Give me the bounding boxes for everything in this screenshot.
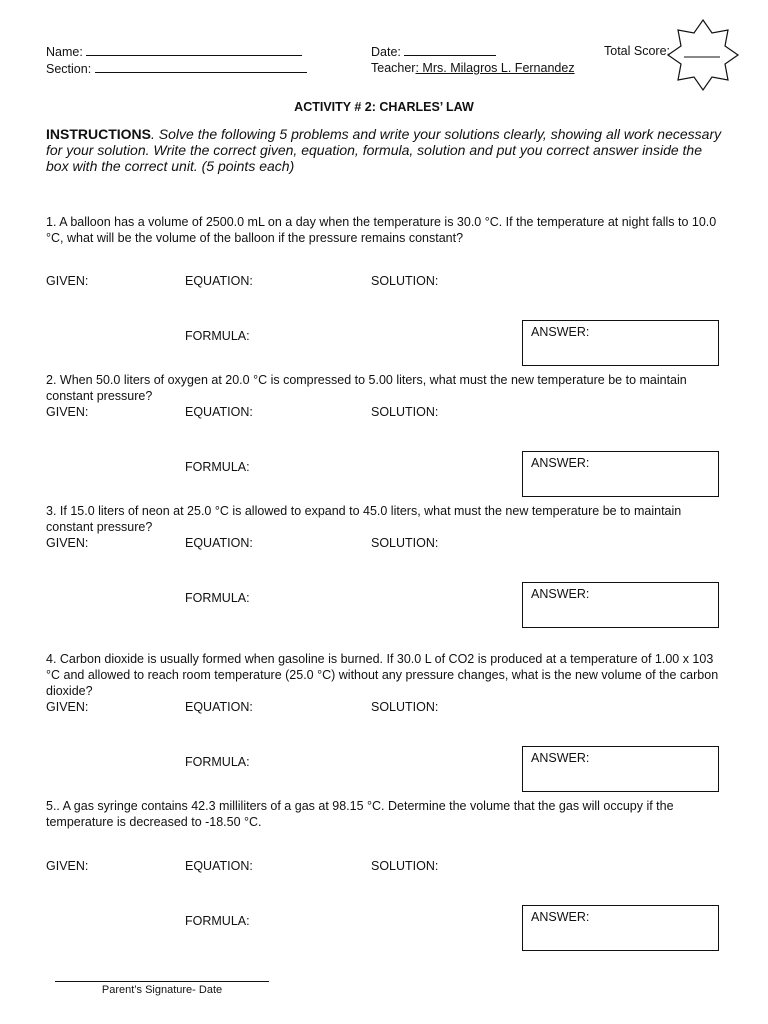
formula-label-4: FORMULA:	[185, 755, 250, 769]
answer-box-4[interactable]	[522, 746, 719, 792]
total-score-label: Total Score:	[604, 44, 671, 58]
date-field[interactable]	[371, 44, 496, 59]
teacher-label: Teacher	[371, 61, 416, 75]
solution-label-1: SOLUTION:	[371, 274, 439, 288]
problem-4-text: 4. Carbon dioxide is usually formed when gasoline is burned. If 30.0 L of CO2 is produced at a temperature of 1.00 x 103 °C and allowed to reach room temperature (25.0 °C) without any pressure changes, what is the new volume of the carbon dioxide?	[46, 652, 719, 698]
problem-1-text: 1. A balloon has a volume of 2500.0 mL on a day when the temperature is 30.0 °C. If the temperature at night falls to 10.0 °C, what will be the volume of the balloon if the pressure remains constant?	[46, 215, 717, 245]
answer-label-5: ANSWER:	[531, 910, 590, 924]
name-field[interactable]	[46, 44, 302, 59]
problem-3-text: 3. If 15.0 liters of neon at 25.0 °C is allowed to expand to 45.0 liters, what must the new temperature be to maintain constant pressure?	[46, 504, 682, 534]
solution-label-5: SOLUTION:	[371, 859, 439, 873]
solution-label-3: SOLUTION:	[371, 536, 439, 550]
name-blank[interactable]	[86, 44, 302, 56]
given-label-5: GIVEN:	[46, 859, 89, 873]
formula-label-2: FORMULA:	[185, 460, 250, 474]
score-star-icon	[666, 18, 740, 92]
instructions-lead: INSTRUCTIONS	[46, 126, 151, 142]
given-label-3: GIVEN:	[46, 536, 89, 550]
given-label-1: GIVEN:	[46, 274, 89, 288]
date-label: Date:	[371, 45, 401, 59]
given-label-2: GIVEN:	[46, 405, 89, 419]
problem-2-text: 2. When 50.0 liters of oxygen at 20.0 °C is compressed to 5.00 liters, what must the new temperature be to maintain constant pressure?	[46, 373, 687, 403]
signature-line[interactable]	[55, 981, 269, 982]
page-title: ACTIVITY # 2: CHARLES’ LAW	[294, 100, 474, 114]
formula-label-5: FORMULA:	[185, 914, 250, 928]
section-label: Section:	[46, 62, 92, 76]
equation-label-1: EQUATION:	[185, 274, 253, 288]
date-blank[interactable]	[404, 44, 496, 56]
formula-label-1: FORMULA:	[185, 329, 250, 343]
formula-label-3: FORMULA:	[185, 591, 250, 605]
instructions-text-2: for your solution. Write the correct given, equation, formula, solution and put you correct answer inside the box with the correct unit. (5 points each)	[46, 142, 703, 174]
section-blank[interactable]	[95, 61, 307, 73]
teacher-name: : Mrs. Milagros L. Fernandez	[415, 61, 575, 75]
answer-box-2[interactable]	[522, 451, 719, 497]
equation-label-2: EQUATION:	[185, 405, 253, 419]
equation-label-4: EQUATION:	[185, 700, 253, 714]
answer-label-2: ANSWER:	[531, 456, 590, 470]
instructions	[46, 126, 722, 174]
problem-5-text: 5.. A gas syringe contains 42.3 milliliters of a gas at 98.15 °C. Determine the volume that the gas will occupy if the temperature is decreased to -18.50 °C.	[46, 799, 674, 829]
solution-label-2: SOLUTION:	[371, 405, 439, 419]
section-field[interactable]	[46, 61, 307, 76]
signature-label: Parent’s Signature- Date	[101, 984, 223, 996]
answer-box-5[interactable]	[522, 905, 719, 951]
answer-label-1: ANSWER:	[531, 325, 590, 339]
name-label: Name:	[46, 45, 83, 59]
answer-box-1[interactable]	[522, 320, 719, 366]
teacher-field	[371, 61, 575, 75]
equation-label-5: EQUATION:	[185, 859, 253, 873]
answer-box-3[interactable]	[522, 582, 719, 628]
equation-label-3: EQUATION:	[185, 536, 253, 550]
given-label-4: GIVEN:	[46, 700, 89, 714]
instructions-text: . Solve the following 5 problems and write your solutions clearly, showing all work necessary	[151, 126, 722, 142]
answer-label-3: ANSWER:	[531, 587, 590, 601]
answer-label-4: ANSWER:	[531, 751, 590, 765]
solution-label-4: SOLUTION:	[371, 700, 439, 714]
